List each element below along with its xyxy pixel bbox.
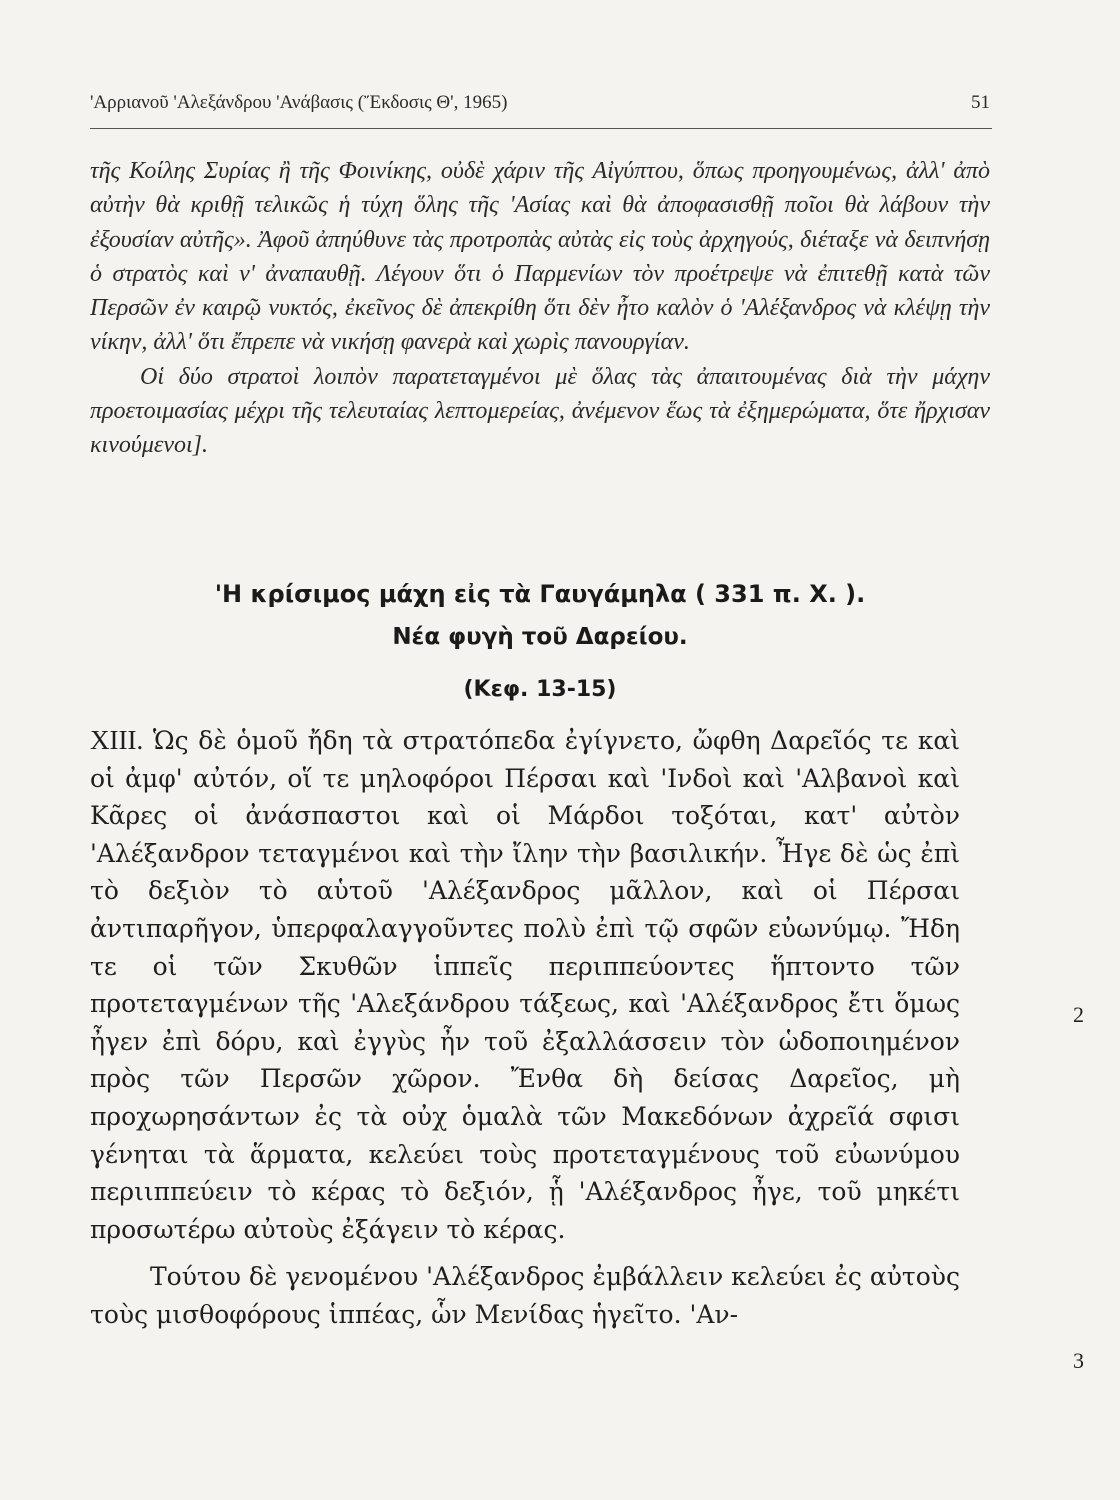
greek-paragraph-1 — [90, 722, 960, 1248]
margin-section-number: 3 — [1073, 1348, 1084, 1373]
original-greek-text — [90, 722, 960, 1334]
margin-section-number: 2 — [1073, 1002, 1084, 1027]
header-rule — [90, 128, 992, 129]
section-subtitle: Νέα φυγὴ τοῦ Δαρείου. — [392, 624, 688, 650]
chapter-numeral: XIII. — [90, 725, 144, 755]
greek-paragraph-2: Τούτου δὲ γενομένου 'Αλέξανδρος ἐμβάλλειν κελεύει ἐς αὐτοὺς τοὺς μισθοφόρους ἱππέας, ὧν Μενίδας ἡγεῖτο. 'Αν- — [90, 1262, 960, 1329]
translation-text — [90, 154, 990, 463]
translation-paragraph-2: Οἱ δύο στρατοὶ λοιπὸν παρατεταγμένοι μὲ ὅλας τὰς ἀπαιτουμένας διὰ τὴν μάχην προετοιμασίας μέχρι τῆς τελευταίας λεπτομερείας, ἀνέμενον ἕως τὰ ἐξημερώματα, ὅτε ἤρχισαν κινούμενοι]. — [90, 363, 990, 459]
running-title: 'Αρριανοῦ 'Αλεξάνδρου 'Ανάβασις (Ἔκδοσις Θ', 1965) — [90, 92, 508, 113]
translation-paragraph-1: τῆς Κοίλης Συρίας ἢ τῆς Φοινίκης, οὐδὲ χάριν τῆς Αἰγύπτου, ὅπως προηγουμένως, ἀλλ' ἀπὸ αὐτὴν θὰ κριθῇ τελικῶς ἡ τύχη ὅλης τῆς 'Ασίας καὶ θὰ ἀποφασισθῇ ποῖοι θὰ λάβουν τὴν ἐξουσίαν αὐτῆς». Ἀφοῦ ἀπηύθυνε τὰς προτροπὰς αὐτὰς εἰς τοὺς ἀρχηγούς, διέταξε νὰ δειπνήσῃ ὁ στρατὸς καὶ ν' ἀναπαυθῇ. Λέγουν ὅτι ὁ Παρμενίων τὸν προέτρεψε νὰ ἐπιτεθῇ κατὰ τῶν Περσῶν ἐν καιρῷ νυκτός, ἐκεῖνος δὲ ἀπεκρίθη ὅτι δὲν ἦτο καλὸν ὁ 'Αλέξανδρος νὰ κλέψῃ τὴν νίκην, ἀλλ' ὅτι ἔπρεπε νὰ νικήσῃ φανερὰ καὶ χωρὶς πανουργίαν. — [90, 158, 990, 356]
page-number: 51 — [971, 92, 990, 113]
chapters-reference: (Κεφ. 13-15) — [463, 677, 617, 702]
section-title: 'Η κρίσιμος μάχη εἰς τὰ Γαυγάμηλα ( 331 π. Χ. ). — [214, 580, 866, 608]
greek-paragraph-1-text: Ὡς δὲ ὁμοῦ ἤδη τὰ στρατόπεδα ἐγίγνετο, ὤφθη Δαρεῖός τε καὶ οἱ ἀμφ' αὐτόν, οἵ τε μηλοφόροι Πέρσαι καὶ 'Ινδοὶ καὶ 'Αλβανοὶ καὶ Κᾶρες οἱ ἀνάσπαστοι καὶ οἱ Μάρδοι τοξόται, κατ' αὐτὸν 'Αλέξανδρον τεταγμένοι καὶ τὴν ἴλην τὴν βασιλικήν. Ἦγε δὲ ὡς ἐπὶ τὸ δεξιὸν τὸ αὑτοῦ 'Αλέξανδρος μᾶλλον, καὶ οἱ Πέρσαι ἀντιπαρῆγον, ὑπερφαλαγγοῦντες πολὺ ἐπὶ τῷ σφῶν εὐωνύμῳ. Ἤδη τε οἱ τῶν Σκυθῶν ἱππεῖς περιππεύοντες ἥπτοντο τῶν προτεταγμένων τῆς 'Αλεξάνδρου τάξεως, καὶ 'Αλέξανδρος ἔτι ὅμως ἦγεν ἐπὶ δόρυ, καὶ ἐγγὺς ἦν τοῦ ἐξαλλάσσειν τὸν ὡδοποιημένον πρὸς τῶν Περσῶν χῶρον. Ἔνθα δὴ δείσας Δαρεῖος, μὴ προχωρησάντων ἐς τὰ οὐχ ὁμαλὰ τῶν Μακεδόνων ἀχρεῖά σφισι γένηται τὰ ἅρματα, κελεύει τοὺς προτεταγμένους τοῦ εὐωνύμου περιιππεύειν τὸ κέρας τὸ δεξιόν, ᾗ 'Αλέξανδρος ἦγε, τοῦ μηκέτι προσωτέρω αὐτοὺς ἐξάγειν τὸ κέρας. — [90, 726, 960, 1244]
